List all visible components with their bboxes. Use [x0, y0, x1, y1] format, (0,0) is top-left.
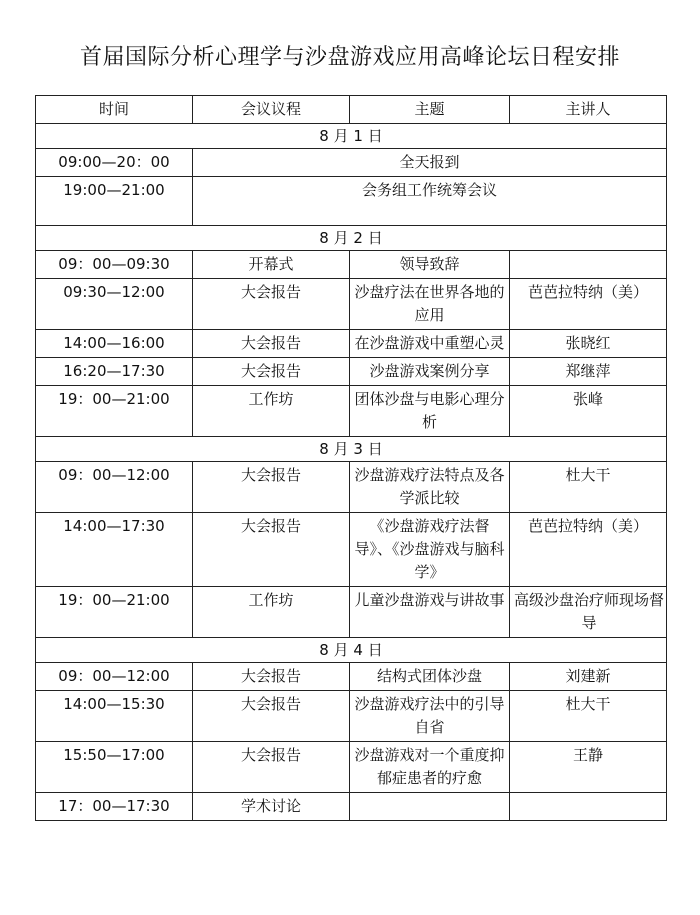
speaker-cell [510, 793, 667, 821]
topic-text: 沙盘疗法在世界各地的应用 [354, 283, 505, 324]
date-cell: 8 月 3 日 [36, 437, 667, 462]
header-topic: 主题 [350, 96, 510, 124]
table-row [36, 330, 667, 358]
speaker-cell [510, 587, 667, 638]
time-cell: 19：00—21:00 [36, 386, 193, 437]
date-cell: 8 月 4 日 [36, 638, 667, 663]
speaker-cell: 芭芭拉特纳（美） [510, 279, 667, 330]
header-agenda: 会议议程 [193, 96, 350, 124]
topic-cell [350, 513, 510, 587]
agenda-cell: 大会报告 [193, 663, 350, 691]
agenda-cell: 大会报告 [193, 691, 350, 742]
header-time: 时间 [36, 96, 193, 124]
topic-cell: 领导致辞 [350, 251, 510, 279]
header-speaker: 主讲人 [510, 96, 667, 124]
agenda-cell: 大会报告 [193, 462, 350, 513]
agenda-cell: 工作坊 [193, 386, 350, 437]
topic-cell [350, 462, 510, 513]
agenda-cell: 大会报告 [193, 358, 350, 386]
topic-text: 沙盘游戏案例分享 [369, 362, 490, 380]
topic-cell [350, 386, 510, 437]
table-row [36, 279, 667, 330]
date-cell: 8 月 2 日 [36, 226, 667, 251]
table-row [36, 587, 667, 638]
time-cell: 09：00—09:30 [36, 251, 193, 279]
agenda-cell: 大会报告 [193, 279, 350, 330]
topic-cell [350, 691, 510, 742]
speaker-cell: 杜大干 [510, 462, 667, 513]
time-cell: 14:00—15:30 [36, 691, 193, 742]
time-cell: 19：00—21:00 [36, 587, 193, 638]
table-row [36, 462, 667, 513]
speaker-cell: 张峰 [510, 386, 667, 437]
table-row [36, 742, 667, 793]
time-cell: 14:00—17:30 [36, 513, 193, 587]
table-row [36, 663, 667, 691]
speaker-cell: 刘建新 [510, 663, 667, 691]
header-row [36, 96, 667, 124]
time-cell: 09：00—12:00 [36, 663, 193, 691]
topic-cell [350, 663, 510, 691]
table-row [36, 386, 667, 437]
topic-cell [350, 587, 510, 638]
agenda-cell: 开幕式 [193, 251, 350, 279]
time-cell: 09:30—12:00 [36, 279, 193, 330]
date-row [36, 124, 667, 149]
time-cell: 09:00—20：00 [36, 149, 193, 177]
speaker-text: 高级沙盘治疗师现场督导 [514, 591, 665, 632]
topic-text: 团体沙盘与电影心理分析 [354, 390, 505, 431]
agenda-cell: 学术讨论 [193, 793, 350, 821]
time-cell: 14:00—16:00 [36, 330, 193, 358]
merged-cell: 全天报到 [193, 149, 667, 177]
table-row [36, 358, 667, 386]
time-cell: 19:00—21:00 [36, 177, 193, 226]
speaker-cell: 王静 [510, 742, 667, 793]
merged-cell: 会务组工作统筹会议 [193, 177, 667, 226]
topic-cell [350, 358, 510, 386]
agenda-cell: 大会报告 [193, 742, 350, 793]
table-row [36, 149, 667, 177]
table-row [36, 513, 667, 587]
topic-cell [350, 279, 510, 330]
date-row [36, 437, 667, 462]
agenda-cell: 工作坊 [193, 587, 350, 638]
speaker-cell: 杜大干 [510, 691, 667, 742]
topic-text: 沙盘游戏疗法特点及各学派比较 [354, 466, 505, 507]
topic-cell [350, 793, 510, 821]
time-cell: 17：00—17:30 [36, 793, 193, 821]
date-row [36, 638, 667, 663]
topic-text: 《沙盘游戏疗法督导》、《沙盘游戏与脑科学》 [354, 517, 505, 581]
table-row [36, 691, 667, 742]
table-row [36, 177, 667, 226]
page-title: 首届国际分析心理学与沙盘游戏应用高峰论坛日程安排 [79, 45, 620, 70]
date-cell: 8 月 1 日 [36, 124, 667, 149]
topic-text: 在沙盘游戏中重塑心灵 [354, 334, 505, 352]
topic-text: 儿童沙盘游戏与讲故事 [354, 591, 505, 609]
speaker-cell: 郑继萍 [510, 358, 667, 386]
time-cell: 15:50—17:00 [36, 742, 193, 793]
topic-cell [350, 742, 510, 793]
agenda-cell: 大会报告 [193, 330, 350, 358]
speaker-cell: 芭芭拉特纳（美） [510, 513, 667, 587]
topic-text: 沙盘游戏对一个重度抑郁症患者的疗愈 [354, 746, 505, 787]
time-cell: 09：00—12:00 [36, 462, 193, 513]
time-cell: 16:20—17:30 [36, 358, 193, 386]
table-row [36, 793, 667, 821]
schedule-table [35, 95, 667, 821]
table-row [36, 251, 667, 279]
topic-cell [350, 330, 510, 358]
speaker-cell [510, 251, 667, 279]
date-row [36, 226, 667, 251]
speaker-cell: 张晓红 [510, 330, 667, 358]
topic-text: 结构式团体沙盘 [376, 667, 482, 685]
agenda-cell: 大会报告 [193, 513, 350, 587]
topic-text: 沙盘游戏疗法中的引导自省 [354, 695, 505, 736]
